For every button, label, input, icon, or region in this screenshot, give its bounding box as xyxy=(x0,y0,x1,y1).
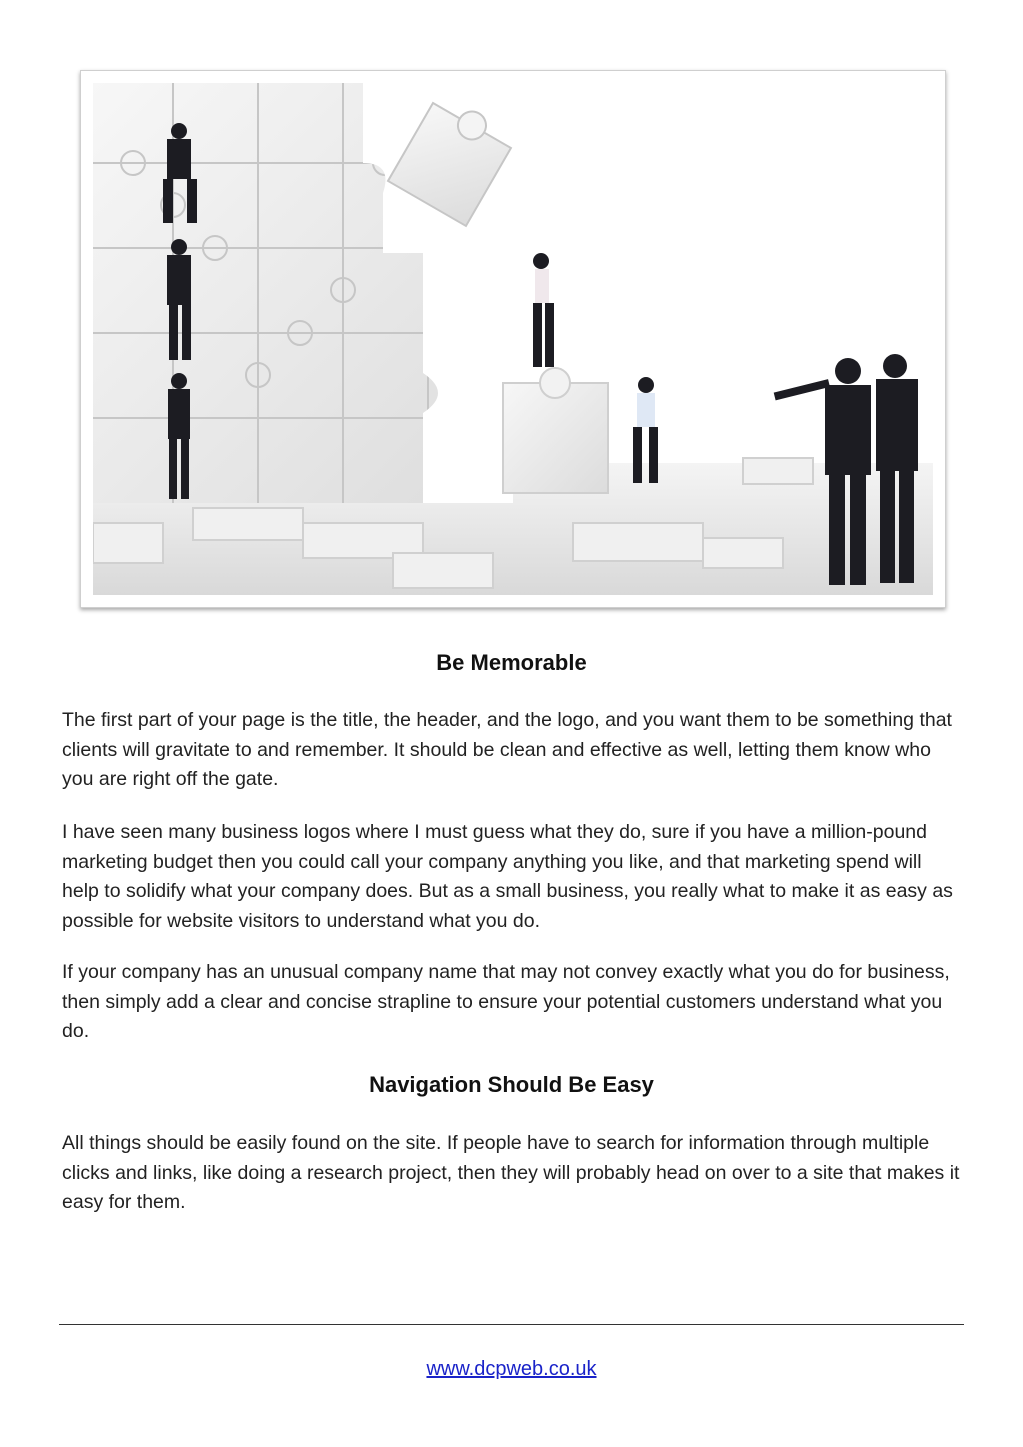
hero-image-frame xyxy=(80,70,946,608)
footer-divider xyxy=(59,1324,964,1325)
paragraph: All things should be easily found on the site. If people have to search for information through multiple clicks and links, like doing a research project, then they will probably head on over to a site that makes it easy for them. xyxy=(62,1132,960,1213)
paragraph: I have seen many business logos where I must guess what they do, sure if you have a million-pound marketing budget then you could call your company anything you like, and that marketing spend will help to solidify what your company does. But as a small business, you really what to make it as easy as possible for website visitors to understand what you do. xyxy=(62,821,953,932)
footer xyxy=(0,1358,1023,1381)
puzzle-teamwork-illustration xyxy=(93,83,933,595)
paragraph: The first part of your page is the title, the header, and the logo, and you want them to be something that clients will gravitate to and remember. It should be clean and effective as well, letting them know who you are right off the gate. xyxy=(62,709,952,790)
section-heading-navigation: Navigation Should Be Easy xyxy=(369,1072,654,1097)
section-heading-be-memorable: Be Memorable xyxy=(436,650,587,675)
paragraph: If your company has an unusual company name that may not convey exactly what you do for business, then simply add a clear and concise strapline to ensure your potential customers understand what you do. xyxy=(62,961,950,1042)
footer-website-link[interactable]: www.dcpweb.co.uk xyxy=(426,1358,597,1380)
